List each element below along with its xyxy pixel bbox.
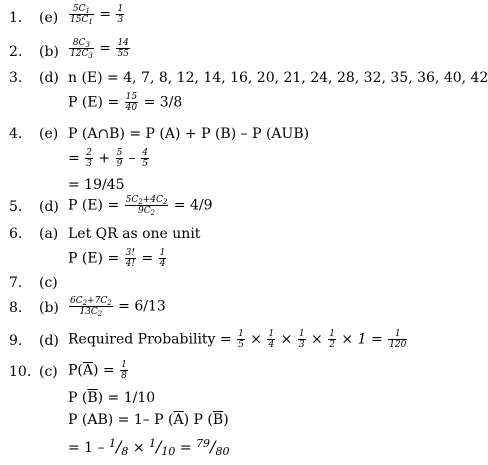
fraction: $\frac{1}{3}$ <box>117 4 124 25</box>
fraction: $\frac{1}{5}$ <box>238 329 244 350</box>
fraction: $\frac{2}{3}$ <box>86 148 92 169</box>
fraction: $\frac{8C_3}{12C_3}$ <box>70 38 93 60</box>
fraction: $\frac{1}{120}$ <box>389 329 407 350</box>
fraction: $\frac{1}{2}$ <box>329 329 335 350</box>
fraction: $\frac{5}{9}$ <box>116 148 123 169</box>
fraction: $\frac{1}{3}$ <box>298 329 305 350</box>
fraction: $\frac{5C_1}{15C_1}$ <box>70 4 93 26</box>
fraction: $\frac{4}{5}$ <box>142 148 148 169</box>
fraction: $\frac{15}{40}$ <box>125 92 138 113</box>
fraction: $\frac{3!}{4!}$ <box>125 248 135 269</box>
fraction: $\frac{1}{4}$ <box>159 248 166 269</box>
solutions-page: 1. (e) $\frac{5C_1}{15C_1}$ = $\frac{1}{3}$ 2. (b) $\frac{8C_3}{12C_3}$ = $\frac{14}{55}$ 3. (d) n (E) = 4, 7, 8, 12, 14, 16, 20, 21, 24, 28, 32, 35, 36, 40, 42 P (E) = $\frac{15}{40}$ = 3/8 4. (e) P (A∩B) = P (A) + P (B) – P (AUB) = $\frac{2}{3}$ + $\frac{5}{9}$ – $\frac{4}{5}$ = 19/45 5. (d) P (E) = $\frac{5C_2+4C_2}{9C_2}$ = 4/9 6. (a) Let QR as one unit P (E) = $\frac{3!}{4!}$ = $\frac{1}{4}$ 7. (c) 8. (b) $\frac{6C_2+7C_2}{13C_2}$ = 6/13 9. (d) Required Probability = $\frac{1}{5}$ × $\frac{1}{4}$ × $\frac{1}{3}$ × $\frac{1}{2}$ × 1 = $\frac{1}{120}$ 10. (c) $P(\overline{A})$ = $\frac{1}{8}$ P $(\overline{B}) = 1/10$ P (AB) = 1– P $(\overline{A})$ P $(\overline{B})$ = $1 - ^1/_8 \times ^1/_{10} = ^{79}/_{80}$ <box>9 4 488 458</box>
fraction: $\frac{1}{4}$ <box>268 329 275 350</box>
fraction: $\frac{6C_2+7C_2}{13C_2}$ <box>70 296 112 318</box>
fraction: $\frac{5C_2+4C_2}{9C_2}$ <box>125 195 168 217</box>
fraction: $\frac{1}{8}$ <box>121 360 127 381</box>
fraction: $\frac{14}{55}$ <box>117 38 129 59</box>
